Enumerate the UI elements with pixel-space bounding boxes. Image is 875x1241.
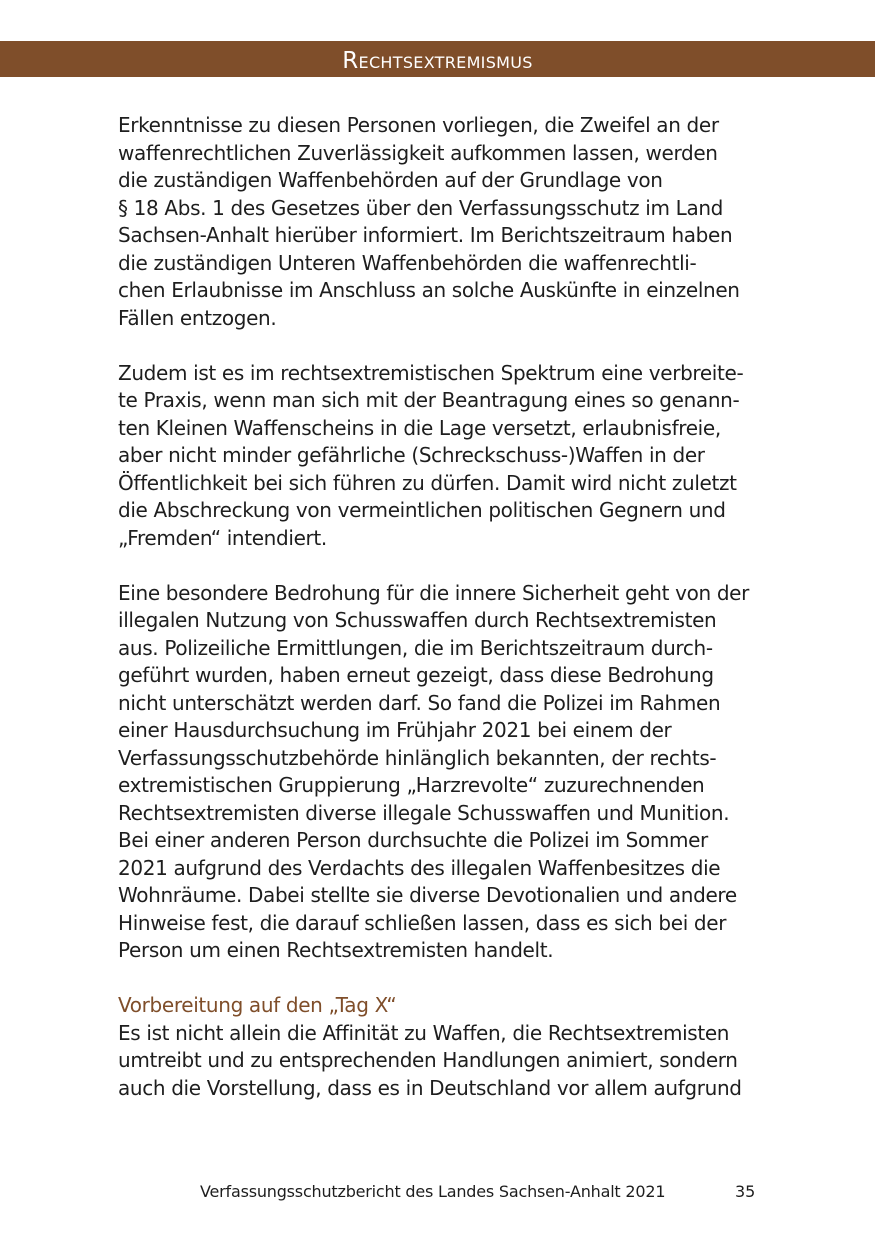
paragraph-2 [118, 360, 763, 553]
text-line: Eine besondere Bedrohung für die innere Sicherheit geht von der [118, 580, 749, 605]
text-line: Es ist nicht allein die Affinität zu Waffen, die Rechtsextremisten [118, 1020, 730, 1045]
text-line: te Praxis, wenn man sich mit der Beantragung eines so genann- [118, 388, 740, 412]
text-line: die zuständigen Waffenbehörden auf der Grundlage von [118, 168, 663, 192]
text-line: Verfassungsschutzbehörde hinlänglich bekannten, der rechts- [118, 745, 717, 770]
text-line: Sachsen-Anhalt hierüber informiert. Im Berichtszeitraum haben [118, 223, 733, 247]
paragraph-spacer [118, 965, 763, 993]
body-text [118, 112, 763, 1102]
text-line: geführt wurden, haben erneut gezeigt, dass diese Bedrohung [118, 663, 714, 687]
text-line: die zuständigen Unteren Waffenbehörden die waffenrechtli- [118, 250, 697, 275]
text-line: Bei einer anderen Person durchsuchte die Polizei im Sommer [118, 828, 708, 852]
paragraph-spacer [118, 552, 763, 580]
paragraph-spacer [118, 332, 763, 360]
paragraph-3 [118, 580, 763, 965]
chapter-title: Rechtsextremismus [342, 48, 533, 74]
text-line: Person um einen Rechtsextremisten handelt. [118, 938, 554, 962]
text-line: waffenrechtlichen Zuverlässigkeit aufkommen lassen, werden [118, 140, 718, 165]
text-line: einer Hausdurchsuchung im Frühjahr 2021 bei einem der [118, 718, 672, 742]
section-tag-x [118, 992, 763, 1102]
text-line: nicht unterschätzt werden darf. So fand die Polizei im Rahmen [118, 690, 721, 715]
section-heading: Vorbereitung auf den „Tag X“ [118, 993, 397, 1017]
text-line: aus. Polizeiliche Ermittlungen, die im Berichtszeitraum durch- [118, 635, 713, 660]
text-line: 2021 aufgrund des Verdachts des illegalen Waffenbesitzes die [118, 855, 721, 880]
text-line: aber nicht minder gefährliche (Schreckschuss-)Waffen in der [118, 443, 705, 467]
text-line: § 18 Abs. 1 des Gesetzes über den Verfassungsschutz im Land [118, 195, 724, 220]
text-line: extremistischen Gruppierung „Harzrevolte“ zuzurechnenden [118, 773, 705, 797]
page-number: 35 [735, 1182, 756, 1201]
text-line: die Abschreckung von vermeintlichen politischen Gegnern und [118, 498, 726, 522]
text-line: auch die Vorstellung, dass es in Deutschland vor allem aufgrund [118, 1075, 742, 1100]
text-line: Zudem ist es im rechtsextremistischen Spektrum eine verbreite- [118, 360, 744, 385]
text-line: chen Erlaubnisse im Anschluss an solche Auskünfte in einzelnen [118, 278, 740, 302]
text-line: „Fremden“ intendiert. [118, 525, 327, 550]
footer-publication-title: Verfassungsschutzbericht des Landes Sachsen-Anhalt 2021 [200, 1182, 666, 1201]
text-line: Erkenntnisse zu diesen Personen vorliegen, die Zweifel an der [118, 113, 719, 137]
text-line: Hinweise fest, die darauf schließen lassen, dass es sich bei der [118, 910, 727, 935]
text-line: Fällen entzogen. [118, 305, 277, 330]
chapter-header-bar [0, 41, 875, 77]
text-line: Öffentlichkeit bei sich führen zu dürfen. Damit wird nicht zuletzt [118, 470, 737, 495]
text-line: umtreibt und zu entsprechenden Handlungen animiert, sondern [118, 1048, 738, 1072]
paragraph-1 [118, 112, 763, 332]
text-line: Rechtsextremisten diverse illegale Schusswaffen und Munition. [118, 800, 730, 825]
text-line: Wohnräume. Dabei stellte sie diverse Devotionalien und andere [118, 883, 737, 907]
text-line: illegalen Nutzung von Schusswaffen durch Rechtsextremisten [118, 608, 717, 632]
text-line: ten Kleinen Waffenscheins in die Lage versetzt, erlaubnisfreie, [118, 415, 721, 440]
